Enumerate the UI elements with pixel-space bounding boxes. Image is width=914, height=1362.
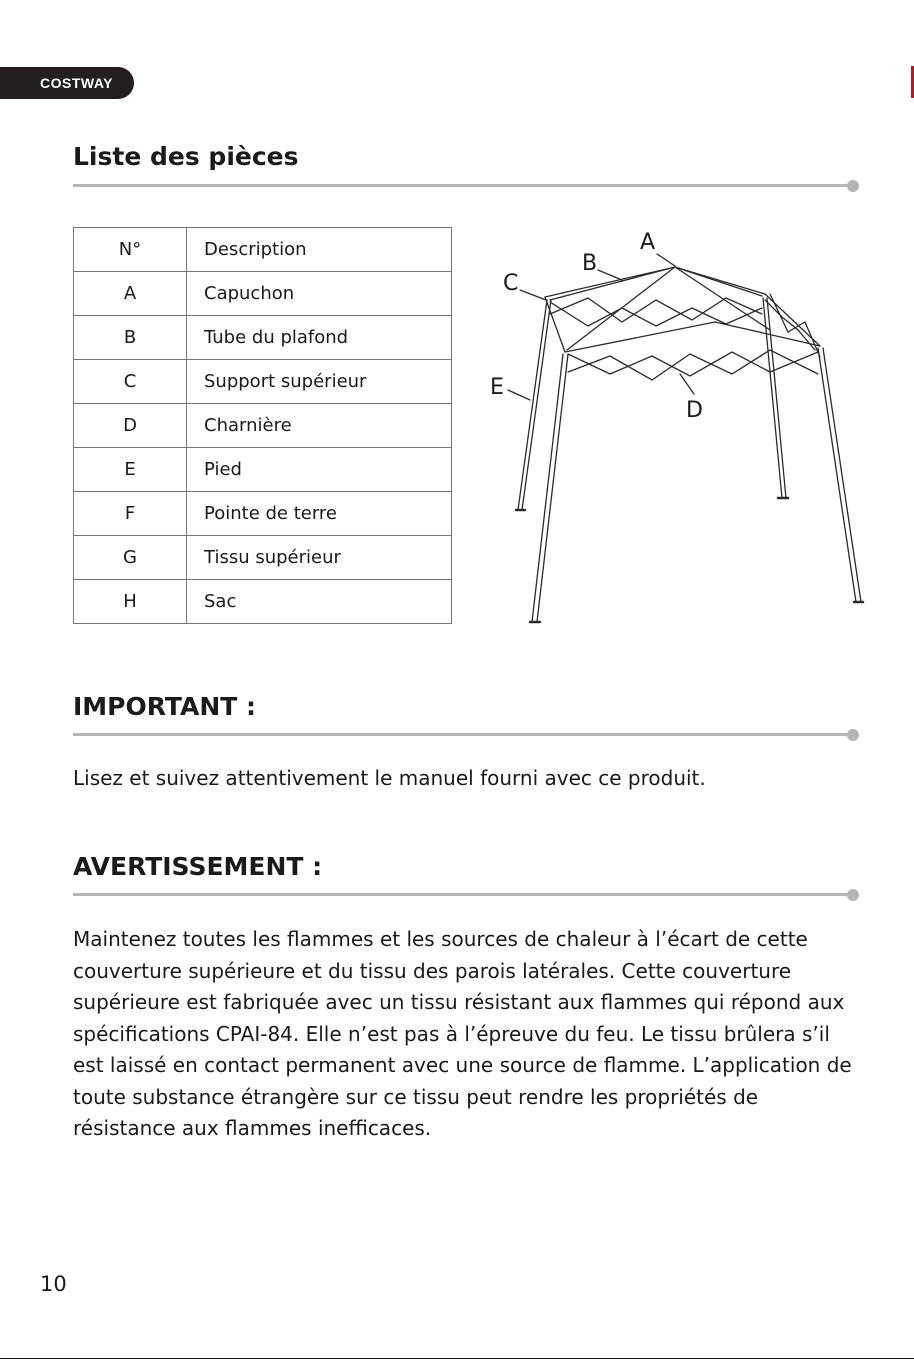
important-title-rule <box>73 733 853 736</box>
truss-right <box>765 294 820 357</box>
leader-b <box>598 270 622 280</box>
table-header-row <box>74 228 452 272</box>
truss-front <box>568 350 818 380</box>
leader-a <box>657 254 675 266</box>
warning-title-rule <box>73 893 853 896</box>
ceiling-tubes <box>550 267 770 350</box>
warning-title: AVERTISSEMENT : <box>73 852 323 881</box>
warning-rule-dot <box>847 889 859 901</box>
table-cell-num: B <box>74 316 187 360</box>
canopy-frame-diagram <box>470 222 870 632</box>
table-row <box>74 360 452 404</box>
warning-text: Maintenez toutes les flammes et les sources de chaleur à l’écart de cette couverture supérieure et du tissu des parois latérales. Cette couverture supérieure est fabriquée avec un tissu résistant aux flammes qui répond aux spécifications CPAI-84. Elle n’est pas à l’épreuve du feu. Le tissu brûlera s’il est laissé en contact permanent avec une source de flamme. L’application de toute substance étrangère sur ce tissu peut rendre les propriétés de résistance aux flammes inefficaces. <box>73 927 852 1140</box>
page-number: 10 <box>40 1272 67 1296</box>
parts-title-rule <box>73 184 853 187</box>
brand-logo <box>0 67 134 99</box>
leg-front-right <box>818 348 861 602</box>
header-cell-num: N° <box>74 228 187 272</box>
table-cell-num: A <box>74 272 187 316</box>
table-row <box>74 536 452 580</box>
table-row <box>74 272 452 316</box>
table-cell-description: Pointe de terre <box>187 492 452 536</box>
parts-table <box>73 227 452 624</box>
parts-rule-dot <box>847 180 859 192</box>
parts-list-title: Liste des pièces <box>73 142 299 171</box>
frame-rim-front <box>565 322 820 352</box>
important-text: Lisez et suivez attentivement le manuel fourni avec ce produit. <box>73 766 706 790</box>
table-cell-description: Charnière <box>187 404 452 448</box>
leader-d <box>680 374 694 394</box>
label-a: A <box>640 230 656 255</box>
table-cell-num: C <box>74 360 187 404</box>
table-cell-num: H <box>74 580 187 624</box>
table-cell-description: Pied <box>187 448 452 492</box>
header-cell-description: Description <box>187 228 452 272</box>
leader-e <box>508 390 530 400</box>
frame-feet <box>516 498 863 622</box>
truss-back <box>550 298 762 326</box>
table-cell-description: Tissu supérieur <box>187 536 452 580</box>
table-cell-description: Tube du plafond <box>187 316 452 360</box>
important-rule-dot <box>847 729 859 741</box>
page-bottom-rule <box>0 1358 914 1359</box>
table-cell-description: Capuchon <box>187 272 452 316</box>
brand-logo-text: COSTWAY <box>40 75 113 91</box>
leg-back-left <box>518 300 551 510</box>
leg-back-right <box>763 298 786 498</box>
table-row <box>74 316 452 360</box>
table-row <box>74 492 452 536</box>
table-row <box>74 404 452 448</box>
table-cell-num: F <box>74 492 187 536</box>
table-row <box>74 580 452 624</box>
label-e: E <box>490 375 504 400</box>
important-title: IMPORTANT : <box>73 692 257 721</box>
table-cell-num: E <box>74 448 187 492</box>
leader-c <box>520 290 546 300</box>
table-cell-description: Sac <box>187 580 452 624</box>
table-row <box>74 448 452 492</box>
table-cell-num: G <box>74 536 187 580</box>
table-cell-num: D <box>74 404 187 448</box>
table-cell-description: Support supérieur <box>187 360 452 404</box>
label-d: D <box>686 398 703 423</box>
label-b: B <box>582 251 598 276</box>
label-c: C <box>503 271 519 296</box>
